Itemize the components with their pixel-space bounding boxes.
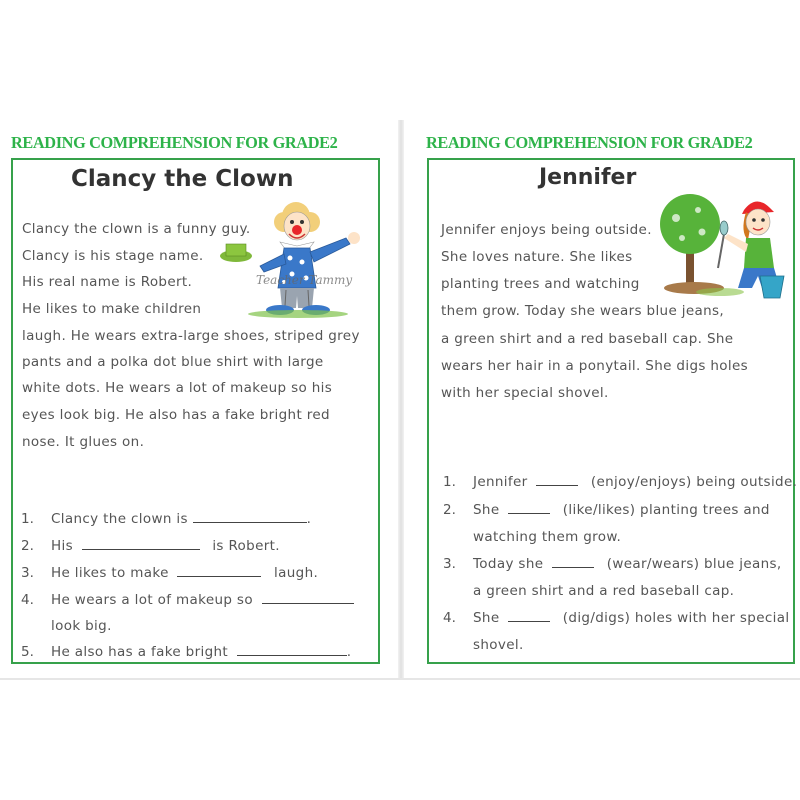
question-text — [51, 644, 351, 660]
question-suffix: (like/likes) planting trees and — [562, 502, 770, 518]
question-number: 5. — [21, 644, 34, 660]
question-number: 1. — [21, 511, 34, 527]
question-prefix: She — [473, 610, 500, 626]
question-number: 3. — [21, 565, 34, 581]
answer-blank[interactable] — [237, 645, 347, 656]
story-title: Clancy the Clown — [71, 166, 294, 192]
passage-line: with her special shovel. — [441, 385, 609, 401]
question-number: 3. — [443, 556, 456, 572]
question-number: 1. — [443, 474, 456, 490]
question-text — [473, 610, 789, 626]
question-prefix: Clancy the clown is — [51, 511, 188, 527]
question-text — [51, 592, 354, 608]
question-text — [51, 538, 280, 554]
passage-line: His real name is Robert. — [22, 274, 193, 290]
question-prefix: He also has a fake bright — [51, 644, 229, 660]
answer-blank[interactable] — [193, 512, 307, 523]
question-text — [473, 502, 770, 518]
passage-line: wears her hair in a ponytail. She digs holes — [441, 358, 749, 374]
girl-planting-illustration — [652, 188, 788, 308]
question-continuation: a green shirt and a red baseball cap. — [473, 583, 735, 599]
passage-line: Clancy is his stage name. — [22, 248, 204, 264]
passage-line: them grow. Today she wears blue jeans, — [441, 303, 725, 319]
bottom-divider — [0, 678, 800, 680]
question-prefix: He wears a lot of makeup so — [51, 592, 253, 608]
question-text — [473, 474, 797, 490]
clown-illustration — [218, 196, 378, 318]
question-suffix: is Robert. — [212, 538, 280, 554]
story-title: Jennifer — [539, 165, 637, 190]
answer-blank[interactable] — [508, 611, 550, 622]
question-prefix: Today she — [473, 556, 544, 572]
question-prefix: He likes to make — [51, 565, 169, 581]
question-suffix: (enjoy/enjoys) being outside. — [590, 474, 798, 490]
worksheet-heading: READING COMPREHENSION FOR GRADE2 — [426, 133, 753, 152]
passage-line: laugh. He wears extra-large shoes, striped grey — [22, 328, 360, 344]
question-number: 2. — [21, 538, 34, 554]
question-continuation: shovel. — [473, 637, 524, 653]
passage-line: eyes look big. He also has a fake bright red — [22, 407, 330, 423]
question-text — [51, 565, 318, 581]
question-number: 4. — [443, 610, 456, 626]
question-continuation: look big. — [51, 618, 112, 634]
question-suffix: laugh. — [274, 565, 319, 581]
passage-line: She loves nature. She likes — [441, 249, 633, 265]
question-continuation: watching them grow. — [473, 529, 622, 545]
question-prefix: His — [51, 538, 73, 554]
question-text — [51, 511, 311, 527]
question-prefix: Jennifer — [473, 474, 528, 490]
question-suffix: . — [346, 644, 352, 660]
question-suffix: (wear/wears) blue jeans, — [606, 556, 782, 572]
answer-blank[interactable] — [536, 475, 578, 486]
passage-line: pants and a polka dot blue shirt with large — [22, 354, 324, 370]
answer-blank[interactable] — [82, 539, 200, 550]
answer-blank[interactable] — [177, 566, 261, 577]
passage-line: nose. It glues on. — [22, 434, 145, 450]
answer-blank[interactable] — [508, 503, 550, 514]
answer-blank[interactable] — [552, 557, 594, 568]
passage-line: Jennifer enjoys being outside. — [441, 222, 652, 238]
answer-blank[interactable] — [262, 593, 354, 604]
question-suffix: (dig/digs) holes with her special — [562, 610, 790, 626]
question-text — [473, 556, 782, 572]
question-suffix: . — [306, 511, 312, 527]
page-divider — [398, 120, 404, 678]
passage-line: He likes to make children — [22, 301, 202, 317]
question-prefix: She — [473, 502, 500, 518]
question-number: 2. — [443, 502, 456, 518]
passage-line: a green shirt and a red baseball cap. She — [441, 331, 734, 347]
passage-line: planting trees and watching — [441, 276, 640, 292]
worksheet-heading: READING COMPREHENSION FOR GRADE2 — [11, 133, 338, 152]
watermark: Teacher Tammy — [256, 273, 353, 287]
passage-line: white dots. He wears a lot of makeup so his — [22, 380, 333, 396]
question-number: 4. — [21, 592, 34, 608]
passage-line: Clancy the clown is a funny guy. — [22, 221, 251, 237]
